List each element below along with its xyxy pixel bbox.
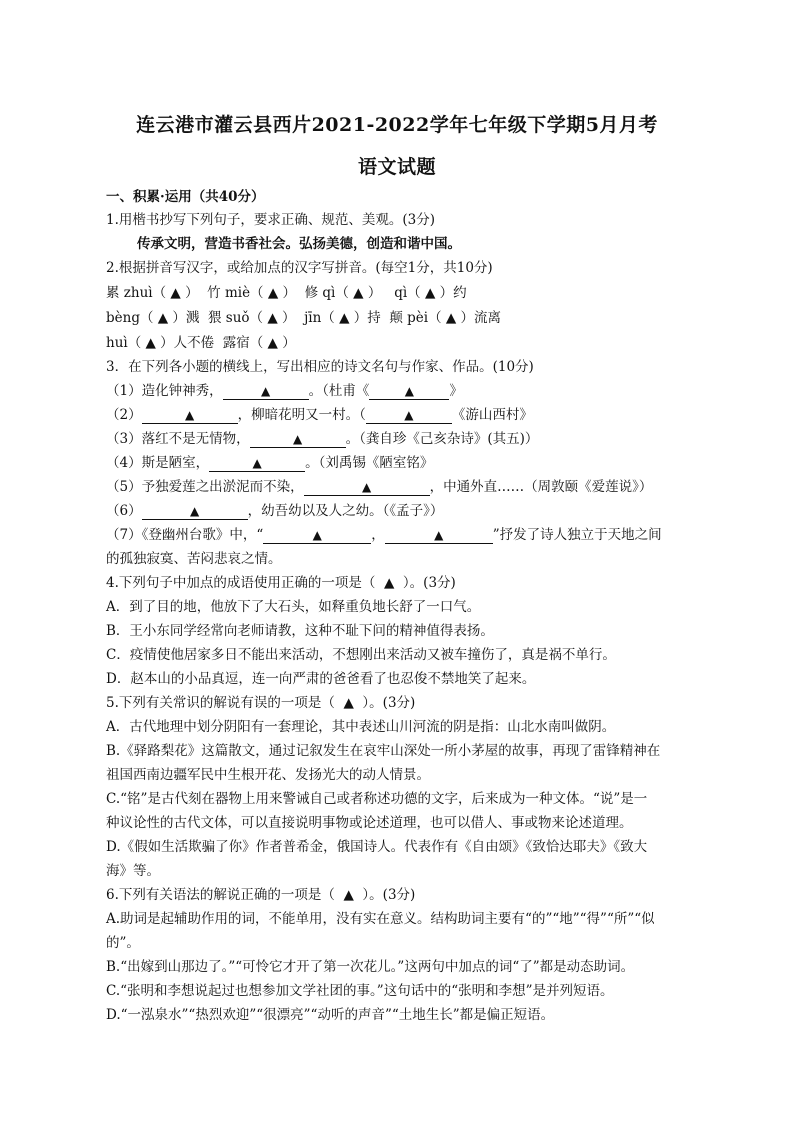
q3-item-4-text-a: （4）斯是陋室，: [106, 455, 210, 471]
q6-option-b: B.“出嫁到山那边了。”“可怜它才开了第一次花儿。”这两句中加点的词“了”都是动态助词。: [106, 959, 635, 975]
answer-marker: ▲: [292, 432, 303, 446]
q3-item-7-continued: 的孤独寂寞、苦闷悲哀之情。: [106, 551, 282, 567]
q4-option-a: A．到了目的地，他放下了大石头，如释重负地长舒了一口气。: [106, 599, 481, 615]
q2-stem: 2.根据拼音写汉字，或给加点的汉字写拼音。(每空1分，共10分): [106, 260, 493, 276]
q3-item-3-text-a: （3）落红不是无情物，: [106, 431, 250, 447]
q3-item-4-text-b: 。（刘禹锡《陋室铭》: [305, 455, 434, 471]
q5-option-d-line-1: D.《假如生活欺骗了你》作者普希金，俄国诗人。代表作有《自由颂》《致恰达耶夫》《致大: [106, 839, 648, 855]
answer-marker: ▲: [404, 408, 414, 422]
q3-item-7-text-c: ”抒发了诗人独立于天地之间: [492, 527, 662, 543]
answer-marker: ▲: [404, 384, 414, 398]
q4-option-b: B．王小东同学经常向老师请教，这种不耻下问的精神值得表扬。: [106, 623, 494, 639]
q3-item-1-text-c: 》: [449, 383, 463, 399]
q3-item-2-text-c: 《游山西村》: [451, 407, 533, 423]
q3-item-6-text-b: ，幼吾幼以及人之幼。（《孟子》）: [247, 503, 444, 519]
q3-item-2-blank-2[interactable]: [366, 407, 452, 424]
answer-marker: ▲: [312, 528, 322, 542]
q3-item-5-text-a: （5）予独爱莲之出淤泥而不染，: [106, 479, 304, 495]
q2-row-2: bèng（ ▲ ）溅 猥 suǒ（ ▲ ） jīn（ ▲ ）持 颠 pèi（ ▲ ）流离: [106, 310, 502, 326]
q3-item-2-text-b: ，柳暗花明又一村。（: [237, 407, 366, 423]
q3-item-1-blank-2[interactable]: [369, 383, 449, 400]
q6-option-a-line-1: A.助词是起辅助作用的词，不能单用，没有实在意义。结构助词主要有“的”“地”“得”“所”“似: [106, 911, 655, 927]
answer-marker: ▲: [361, 480, 372, 494]
q1-stem: 1.用楷书抄写下列句子，要求正确、规范、美观。(3分): [106, 212, 436, 228]
q5-option-b-line-2: 祖国西南边疆军民中生根开花、发扬光大的动人情景。: [106, 767, 430, 783]
q3-item-2-blank-1[interactable]: [142, 407, 238, 424]
q6-option-c: C.“张明和李想说起过也想参加文学社团的事。”这句话中的“张明和李想”是并列短语。: [106, 983, 614, 999]
q5-option-c-line-2: 种议论性的古代文体，可以直接说明事物或论述道理，也可以借人、事或物来论述道理。: [106, 815, 633, 831]
q3-item-1-text-a: （1）造化钟神秀，: [106, 383, 223, 399]
q2-row-1: 累 zhuì（ ▲ ） 竹 miè（ ▲ ） 修 qì（ ▲ ） qì（ ▲ ）约: [106, 285, 467, 301]
answer-marker: ▲: [184, 408, 195, 422]
q6-stem: 6.下列有关语法的解说正确的一项是（ ▲ ）。(3分): [106, 887, 416, 903]
q6-option-a-line-2: 的”。: [106, 935, 140, 951]
q3-item-7-text-b: ，: [371, 527, 385, 543]
q3-item-3-blank[interactable]: [250, 431, 346, 448]
q3-item-6-blank[interactable]: [142, 503, 248, 520]
q3-item-3-text-b: 。（龚自珍《己亥杂诗》(其五)）: [345, 431, 539, 447]
q2-row-3: huì（ ▲ ）人不倦 露宿（ ▲ ）: [106, 335, 296, 351]
answer-marker: ▲: [434, 528, 444, 542]
q3-item-6: [106, 501, 443, 521]
q4-option-c: C．疫情使他居家多日不能出来活动，不想刚出来活动又被车撞伤了，真是祸不单行。: [106, 647, 616, 663]
q6-option-d: D.“一泓泉水”“热烈欢迎”“很漂亮”“动听的声音”“土地生长”都是偏正短语。: [106, 1007, 555, 1023]
q3-item-2: [106, 405, 533, 425]
q5-option-a: A．古代地理中划分阴阳有一套理论，其中表述山川河流的阴是指：山北水南叫做阴。: [106, 719, 616, 735]
q5-option-c-line-1: C.“铭”是古代刻在器物上用来警诫自己或者称述功德的文字，后来成为一种文体。“说”是一: [106, 791, 648, 807]
answer-marker: ▲: [189, 504, 200, 518]
q5-option-b-line-1: B.《驿路梨花》这篇散文，通过记叙发生在哀牢山深处一所小茅屋的故事，再现了雷锋精神在: [106, 743, 661, 759]
section-heading: 一、积累·运用（共40分）: [106, 189, 265, 205]
answer-marker: ▲: [252, 456, 262, 470]
exam-title: 连云港市灌云县西片2021-2022学年七年级下学期5月月考: [136, 114, 658, 136]
q5-option-d-line-2: 海》等。: [106, 863, 160, 879]
exam-subtitle: 语文试题: [357, 156, 436, 178]
q1-copy-sentence: 传承文明，营造书香社会。弘扬美德，创造和谐中国。: [137, 236, 461, 252]
q3-item-5-text-b: ，中通外直……（周敦颐《爱莲说》）: [429, 479, 653, 495]
q3-item-1-blank-1[interactable]: [223, 383, 309, 400]
q3-item-5: [106, 477, 652, 497]
q4-option-d: D．赵本山的小品真逗，连一向严肃的爸爸看了也忍俊不禁地笑了起来。: [106, 671, 536, 687]
q3-item-4: [106, 453, 433, 473]
q3-item-5-blank[interactable]: [304, 479, 430, 496]
q3-item-6-text-a: （6）: [106, 503, 142, 519]
q3-item-1-text-b: 。（杜甫《: [308, 383, 370, 399]
q3-item-7-blank-2[interactable]: [385, 527, 493, 544]
q3-stem: 3．在下列各小题的横线上，写出相应的诗文名句与作家、作品。(10分): [106, 359, 534, 375]
q5-stem: 5.下列有关常识的解说有误的一项是（ ▲ ）。(3分): [106, 695, 416, 711]
q4-stem: 4.下列句子中加点的成语使用正确的一项是（ ▲ ）。(3分): [106, 575, 456, 591]
q3-item-4-blank[interactable]: [209, 455, 305, 472]
answer-marker: ▲: [260, 384, 271, 398]
q3-item-7: [106, 525, 662, 545]
q3-item-7-text-a: （7）《登幽州台歌》中，“: [106, 527, 264, 543]
q3-item-1: [106, 381, 463, 401]
q3-item-2-text-a: （2）: [106, 407, 142, 423]
q3-item-3: [106, 429, 538, 449]
q3-item-7-blank-1[interactable]: [263, 527, 371, 544]
